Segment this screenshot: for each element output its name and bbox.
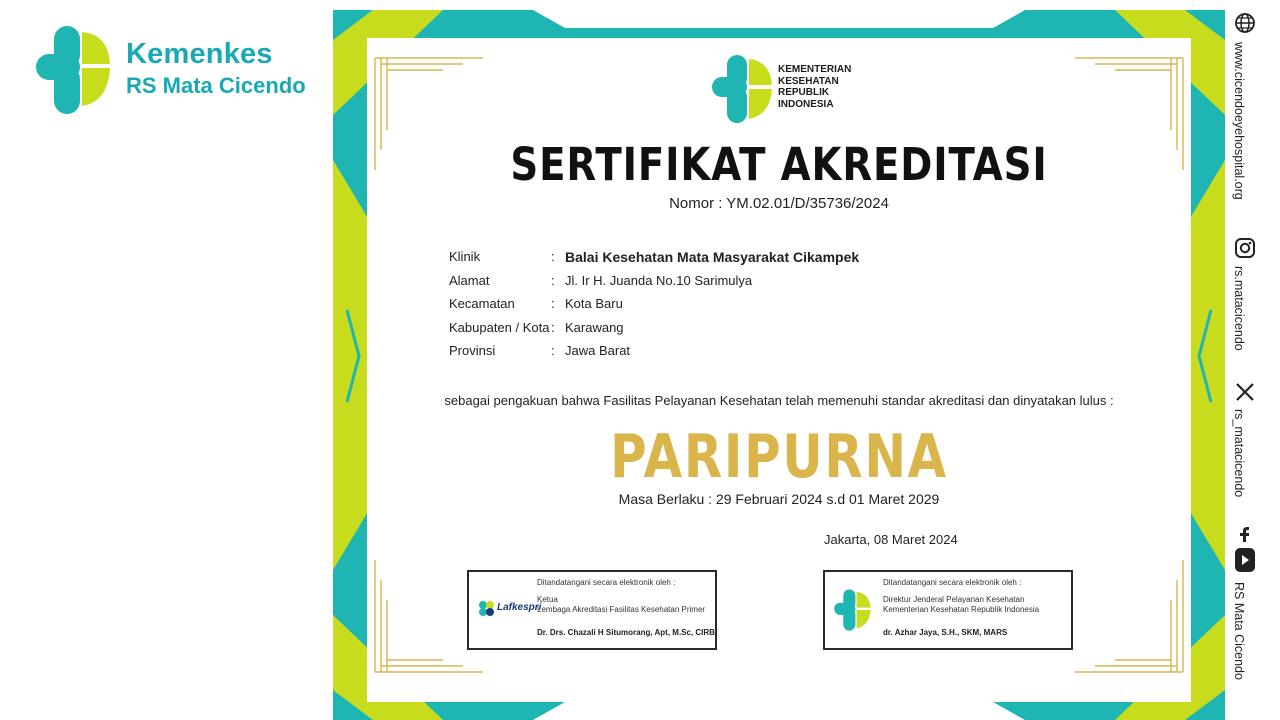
certificate-number: Nomor : YM.02.01/D/35736/2024: [669, 195, 889, 212]
field-value: Kota Baru: [565, 296, 623, 311]
signer-institution: Kementerian Kesehatan Republik Indonesia: [883, 605, 1040, 614]
signer-institution: Lembaga Akreditasi Fasilitas Kesehatan Primer: [537, 605, 706, 614]
youtube-icon[interactable]: [1234, 547, 1256, 573]
field-label: Alamat: [449, 273, 490, 288]
field-value: Jawa Barat: [565, 343, 631, 358]
x-handle[interactable]: rs_matacicendo: [1232, 409, 1246, 498]
field-label: Kabupaten / Kota: [449, 320, 550, 335]
brand-name: Kemenkes: [126, 38, 273, 70]
website-link[interactable]: www.cicendoeyehospital.org: [1232, 42, 1246, 200]
signature-box-lafkespri: [467, 570, 717, 650]
signed-by-label: Ditandatangani secara elektronik oleh :: [883, 578, 1022, 587]
ministry-line: REPUBLIK: [778, 87, 830, 98]
field-colon: :: [551, 320, 555, 335]
lafkespri-text: Lafkespri: [497, 602, 542, 613]
kemenkes-emblem-icon: [710, 53, 776, 125]
ministry-line: KESEHATAN: [778, 75, 839, 87]
field-colon: :: [551, 296, 555, 311]
instagram-handle[interactable]: rs.matacicendo: [1232, 266, 1246, 351]
signer-name: Dr. Drs. Chazali H Situmorang, Apt, M.Sc, CIRB: [537, 628, 715, 637]
ministry-line: KEMENTERIAN: [778, 64, 852, 75]
x-icon[interactable]: [1234, 381, 1256, 403]
brand-subtitle: RS Mata Cicendo: [126, 73, 306, 98]
field-colon: :: [551, 343, 555, 358]
kemenkes-logo-icon: [34, 24, 114, 119]
accreditation-statement: sebagai pengakuan bahwa Fasilitas Pelayanan Kesehatan telah memenuhi standar akreditasi dan dinyatakan lulus :: [444, 393, 1114, 408]
field-label: Klinik: [449, 249, 481, 264]
field-colon: :: [551, 249, 555, 264]
field-value: Karawang: [565, 320, 624, 335]
field-colon: :: [551, 273, 555, 288]
ministry-name: [778, 64, 878, 110]
field-label: Kecamatan: [449, 296, 515, 311]
lafkespri-icon: [477, 599, 497, 619]
accreditation-grade: PARIPURNA: [610, 422, 948, 492]
instagram-icon[interactable]: [1234, 237, 1256, 259]
place-date: Jakarta, 08 Maret 2024: [824, 532, 958, 547]
field-value: Balai Kesehatan Mata Masyarakat Cikampek: [565, 249, 860, 265]
signer-role: Ketua: [537, 595, 558, 604]
kemenkes-emblem-small-icon: [833, 586, 873, 634]
signed-by-label: Ditandatangani secara elektronik oleh :: [537, 578, 676, 587]
brand-logo: [34, 24, 324, 119]
ministry-line: INDONESIA: [778, 98, 834, 110]
lafkespri-logo: [477, 599, 542, 619]
certificate: [333, 10, 1225, 720]
facebook-icon[interactable]: [1234, 525, 1256, 543]
field-label: Provinsi: [449, 343, 496, 358]
globe-icon: [1234, 12, 1256, 34]
social-sidebar: [1226, 0, 1266, 720]
rs-mata-cicendo-handle[interactable]: RS Mata Cicendo: [1232, 582, 1246, 680]
validity-period: Masa Berlaku : 29 Februari 2024 s.d 01 Maret 2029: [618, 491, 940, 507]
ministry-logo: [710, 53, 870, 131]
field-value: Jl. Ir H. Juanda No.10 Sarimulya: [565, 273, 753, 288]
signature-box-kemenkes: [823, 570, 1073, 650]
signer-name: dr. Azhar Jaya, S.H., SKM, MARS: [883, 628, 1008, 637]
certificate-title: SERTIFIKAT AKREDITASI: [510, 138, 1048, 191]
signer-role: Direktur Jenderal Pelayanan Kesehatan: [883, 595, 1025, 604]
